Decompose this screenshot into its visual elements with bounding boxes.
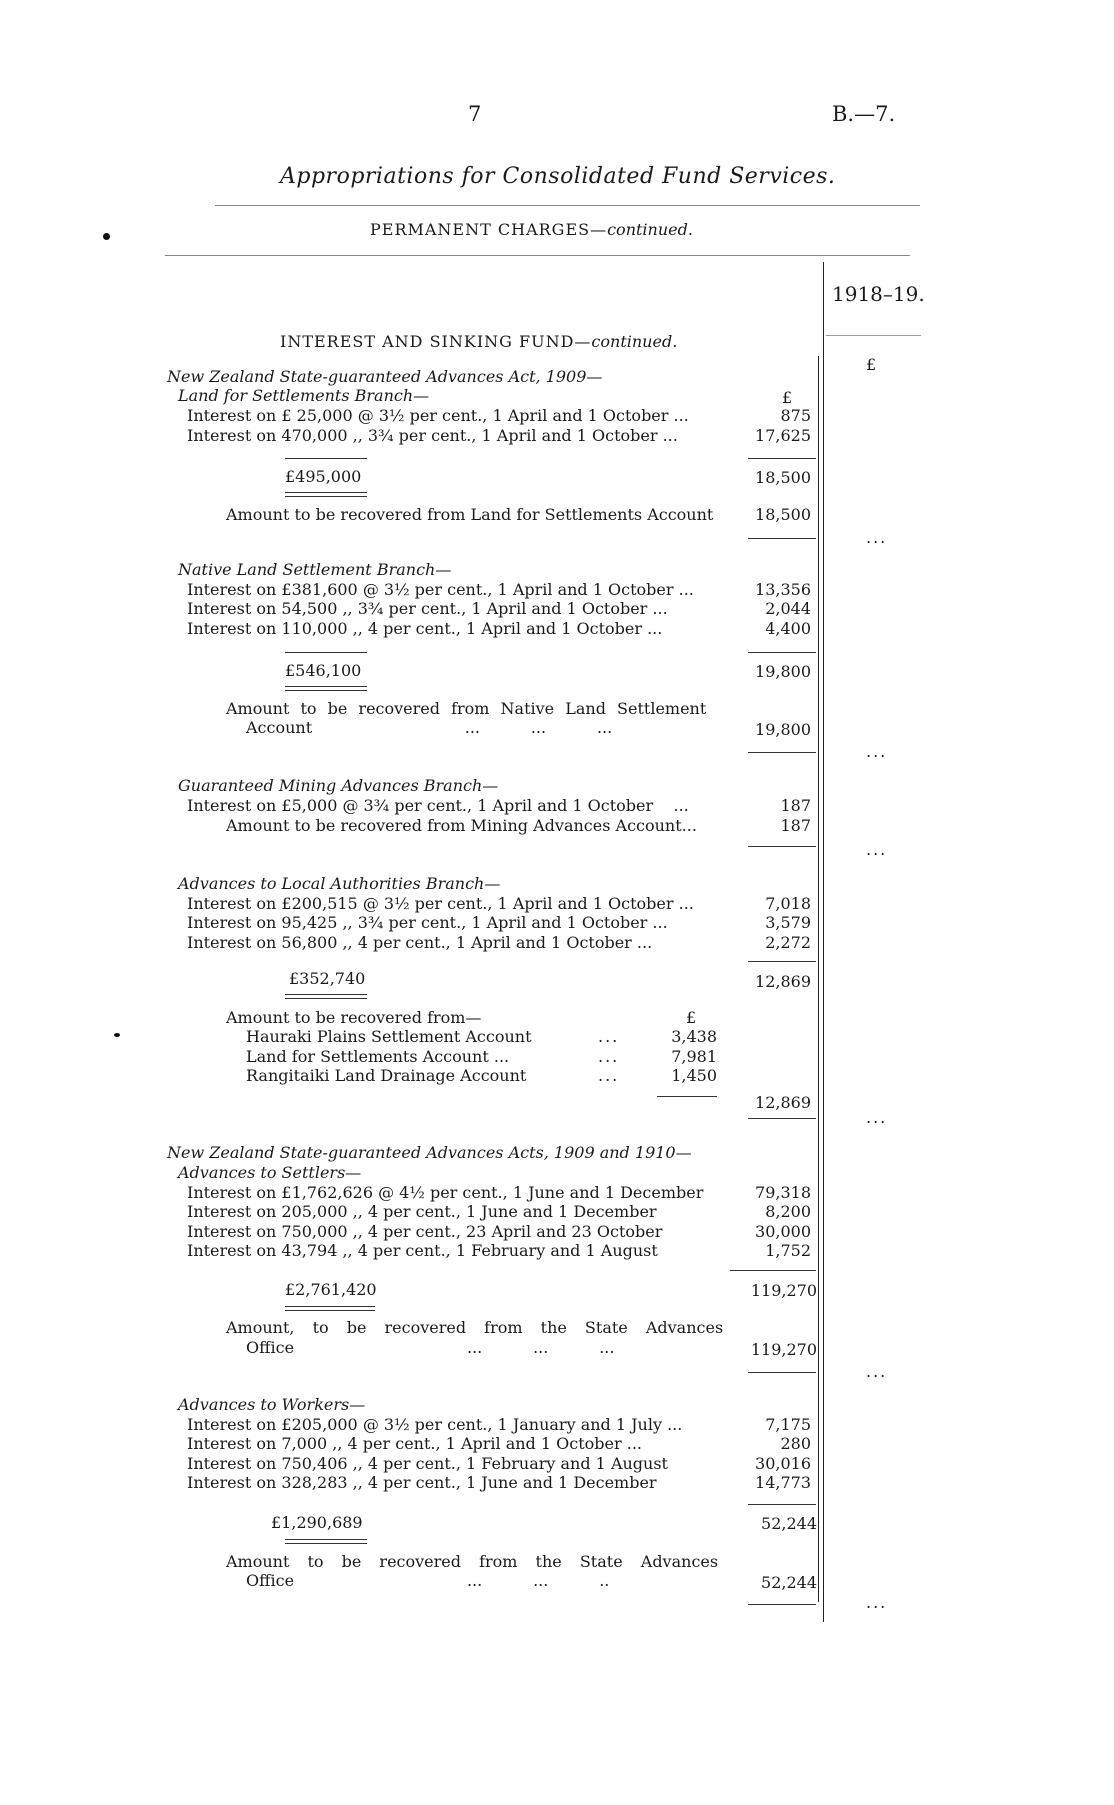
settlers-principal: £2,761,420 <box>285 1280 377 1299</box>
local-sub-currency: £ <box>686 1008 697 1027</box>
native-interest-line-3: Interest on 110,000 ,, 4 per cent., 1 April and 1 October ... <box>187 619 663 638</box>
native-total: 19,800 <box>755 662 811 681</box>
native-year-value: ... <box>866 742 888 761</box>
settlers-total-rule <box>730 1270 816 1271</box>
settlers-end-rule <box>748 1372 816 1373</box>
land-recover-amount: 18,500 <box>755 505 811 524</box>
settlers-interest-amount-1: 79,318 <box>755 1183 811 1202</box>
subtitle-main: PERMANENT CHARGES— <box>370 220 608 239</box>
local-interest-line-3: Interest on 56,800 ,, 4 per cent., 1 April and 1 October ... <box>187 933 653 952</box>
mining-year-value: ... <box>866 840 888 859</box>
amount-currency: £ <box>782 388 793 407</box>
workers-interest-line-3: Interest on 750,406 ,, 4 per cent., 1 February and 1 August <box>187 1454 668 1473</box>
workers-year-value: ... <box>866 1593 888 1612</box>
settlers-year-value: ... <box>866 1362 888 1381</box>
workers-principal-double-rule <box>285 1539 367 1544</box>
native-recover-line-1: Amount to be recovered from Native Land Settlement <box>226 699 707 718</box>
mining-recover-text: Amount to be recovered from Mining Advances Account... <box>226 816 697 835</box>
local-interest-line-1: Interest on £200,515 @ 3½ per cent., 1 April and 1 October ... <box>187 894 694 913</box>
native-interest-amount-3: 4,400 <box>765 619 811 638</box>
native-total-rule <box>748 652 816 653</box>
section-heading <box>280 332 677 351</box>
workers-interest-amount-3: 30,016 <box>755 1454 811 1473</box>
native-branch-heading: Native Land Settlement Branch— <box>178 560 452 579</box>
scan-mark <box>103 233 110 240</box>
section-heading-continued: continued. <box>591 332 678 351</box>
local-recover-total: 12,869 <box>755 1093 811 1112</box>
page-subtitle <box>370 220 693 239</box>
page-title: Appropriations for Consolidated Fund Services. <box>280 164 836 189</box>
workers-recover-line-2: Office ... ... .. <box>246 1571 610 1590</box>
land-total: 18,500 <box>755 468 811 487</box>
local-recover-item-amount-1: 3,438 <box>671 1027 717 1046</box>
local-recover-item-amount-2: 7,981 <box>671 1047 717 1066</box>
workers-end-rule <box>748 1604 816 1605</box>
act-1909-heading: New Zealand State-guaranteed Advances Act, 1909— <box>167 367 603 386</box>
native-recover-line-2: Account ... ... ... <box>246 718 613 737</box>
local-principal-double-rule <box>285 994 367 999</box>
local-recover-dots-1: ... <box>598 1027 620 1046</box>
native-recover-amount: 19,800 <box>755 720 811 739</box>
local-interest-amount-2: 3,579 <box>765 913 811 932</box>
workers-interest-line-2: Interest on 7,000 ,, 4 per cent., 1 April and 1 October ... <box>187 1434 642 1453</box>
land-branch-heading: Land for Settlements Branch— <box>178 386 430 405</box>
land-interest-amount-1: 875 <box>780 406 811 425</box>
section-heading-main: INTEREST AND SINKING FUND— <box>280 332 592 351</box>
workers-interest-amount-4: 14,773 <box>755 1473 811 1492</box>
workers-interest-amount-2: 280 <box>780 1434 811 1453</box>
land-interest-line-1: Interest on £ 25,000 @ 3½ per cent., 1 April and 1 October ... <box>187 406 689 425</box>
year-heading-rule <box>826 335 921 336</box>
local-interest-amount-1: 7,018 <box>765 894 811 913</box>
workers-principal: £1,290,689 <box>271 1513 363 1532</box>
workers-interest-amount-1: 7,175 <box>765 1415 811 1434</box>
land-end-rule <box>748 538 816 539</box>
year-column-heading: 1918–19. <box>832 282 925 306</box>
land-interest-line-2: Interest on 470,000 ,, 3¾ per cent., 1 April and 1 October ... <box>187 426 678 445</box>
workers-interest-line-1: Interest on £205,000 @ 3½ per cent., 1 January and 1 July ... <box>187 1415 683 1434</box>
workers-heading: Advances to Workers— <box>178 1395 366 1414</box>
native-interest-line-1: Interest on £381,600 @ 3½ per cent., 1 April and 1 October ... <box>187 580 694 599</box>
settlers-recover-amount: 119,270 <box>750 1340 817 1359</box>
land-principal-double-rule <box>285 492 367 497</box>
settlers-interest-amount-3: 30,000 <box>755 1222 811 1241</box>
mining-branch-heading: Guaranteed Mining Advances Branch— <box>178 776 499 795</box>
settlers-recover-line-2: Office ... ... ... <box>246 1338 615 1357</box>
local-year-value: ... <box>866 1108 888 1127</box>
workers-recover-line-1: Amount to be recovered from the State Advances <box>226 1552 719 1571</box>
settlers-interest-line-1: Interest on £1,762,626 @ 4½ per cent., 1 June and 1 December <box>187 1183 704 1202</box>
document-reference: B.—7. <box>832 102 896 126</box>
native-principal: £546,100 <box>285 661 362 680</box>
subtitle-rule <box>165 255 910 256</box>
local-branch-heading: Advances to Local Authorities Branch— <box>178 874 501 893</box>
local-principal: £352,740 <box>289 969 366 988</box>
local-interest-line-2: Interest on 95,425 ,, 3¾ per cent., 1 April and 1 October ... <box>187 913 668 932</box>
mining-recover-amount: 187 <box>780 816 811 835</box>
local-recover-heading: Amount to be recovered from— <box>226 1008 482 1027</box>
local-recover-item-3: Rangitaiki Land Drainage Account <box>246 1066 527 1085</box>
local-recover-item-amount-3: 1,450 <box>671 1066 717 1085</box>
land-total-rule <box>748 458 816 459</box>
mining-interest-amount: 187 <box>780 796 811 815</box>
native-interest-amount-2: 2,044 <box>765 599 811 618</box>
local-recover-dots-2: ... <box>598 1047 620 1066</box>
workers-recover-amount: 52,244 <box>761 1573 817 1592</box>
settlers-interest-line-3: Interest on 750,000 ,, 4 per cent., 23 April and 23 October <box>187 1222 663 1241</box>
settlers-principal-double-rule <box>285 1306 375 1311</box>
settlers-interest-line-4: Interest on 43,794 ,, 4 per cent., 1 February and 1 August <box>187 1241 658 1260</box>
land-year-value: ... <box>866 528 888 547</box>
local-end-rule <box>748 1118 816 1119</box>
title-rule <box>215 205 920 206</box>
workers-total: 52,244 <box>761 1514 817 1533</box>
year-column-rule <box>823 262 824 1622</box>
local-recover-dots-3: ... <box>598 1066 620 1085</box>
settlers-interest-line-2: Interest on 205,000 ,, 4 per cent., 1 June and 1 December <box>187 1202 657 1221</box>
year-currency: £ <box>866 355 877 374</box>
local-recover-item-2: Land for Settlements Account ... <box>246 1047 510 1066</box>
local-recover-rule <box>657 1096 717 1097</box>
native-end-rule <box>748 752 816 753</box>
native-interest-amount-1: 13,356 <box>755 580 811 599</box>
amount-column-rule <box>818 356 819 1602</box>
land-recover-text: Amount to be recovered from Land for Settlements Account <box>226 505 714 524</box>
native-principal-double-rule <box>285 686 367 691</box>
native-interest-line-2: Interest on 54,500 ,, 3¾ per cent., 1 April and 1 October ... <box>187 599 668 618</box>
mining-end-rule <box>748 846 816 847</box>
subtitle-continued: continued. <box>607 220 693 239</box>
mining-interest-line: Interest on £5,000 @ 3¾ per cent., 1 April and 1 October ... <box>187 796 689 815</box>
land-principal: £495,000 <box>285 467 362 486</box>
settlers-heading: Advances to Settlers— <box>178 1163 362 1182</box>
local-total-rule <box>748 961 816 962</box>
workers-total-rule <box>748 1504 816 1505</box>
act-1910-heading: New Zealand State-guaranteed Advances Acts, 1909 and 1910— <box>167 1143 692 1162</box>
local-total: 12,869 <box>755 972 811 991</box>
settlers-interest-amount-4: 1,752 <box>765 1241 811 1260</box>
local-recover-item-1: Hauraki Plains Settlement Account <box>246 1027 532 1046</box>
settlers-total: 119,270 <box>750 1281 817 1300</box>
scan-mark <box>114 1033 120 1037</box>
workers-interest-line-4: Interest on 328,283 ,, 4 per cent., 1 June and 1 December <box>187 1473 657 1492</box>
settlers-interest-amount-2: 8,200 <box>765 1202 811 1221</box>
page-number: 7 <box>468 102 482 126</box>
land-interest-amount-2: 17,625 <box>755 426 811 445</box>
local-interest-amount-3: 2,272 <box>765 933 811 952</box>
native-principal-rule <box>285 652 367 653</box>
land-principal-rule <box>285 458 367 459</box>
settlers-recover-line-1: Amount, to be recovered from the State Advances <box>226 1318 724 1337</box>
